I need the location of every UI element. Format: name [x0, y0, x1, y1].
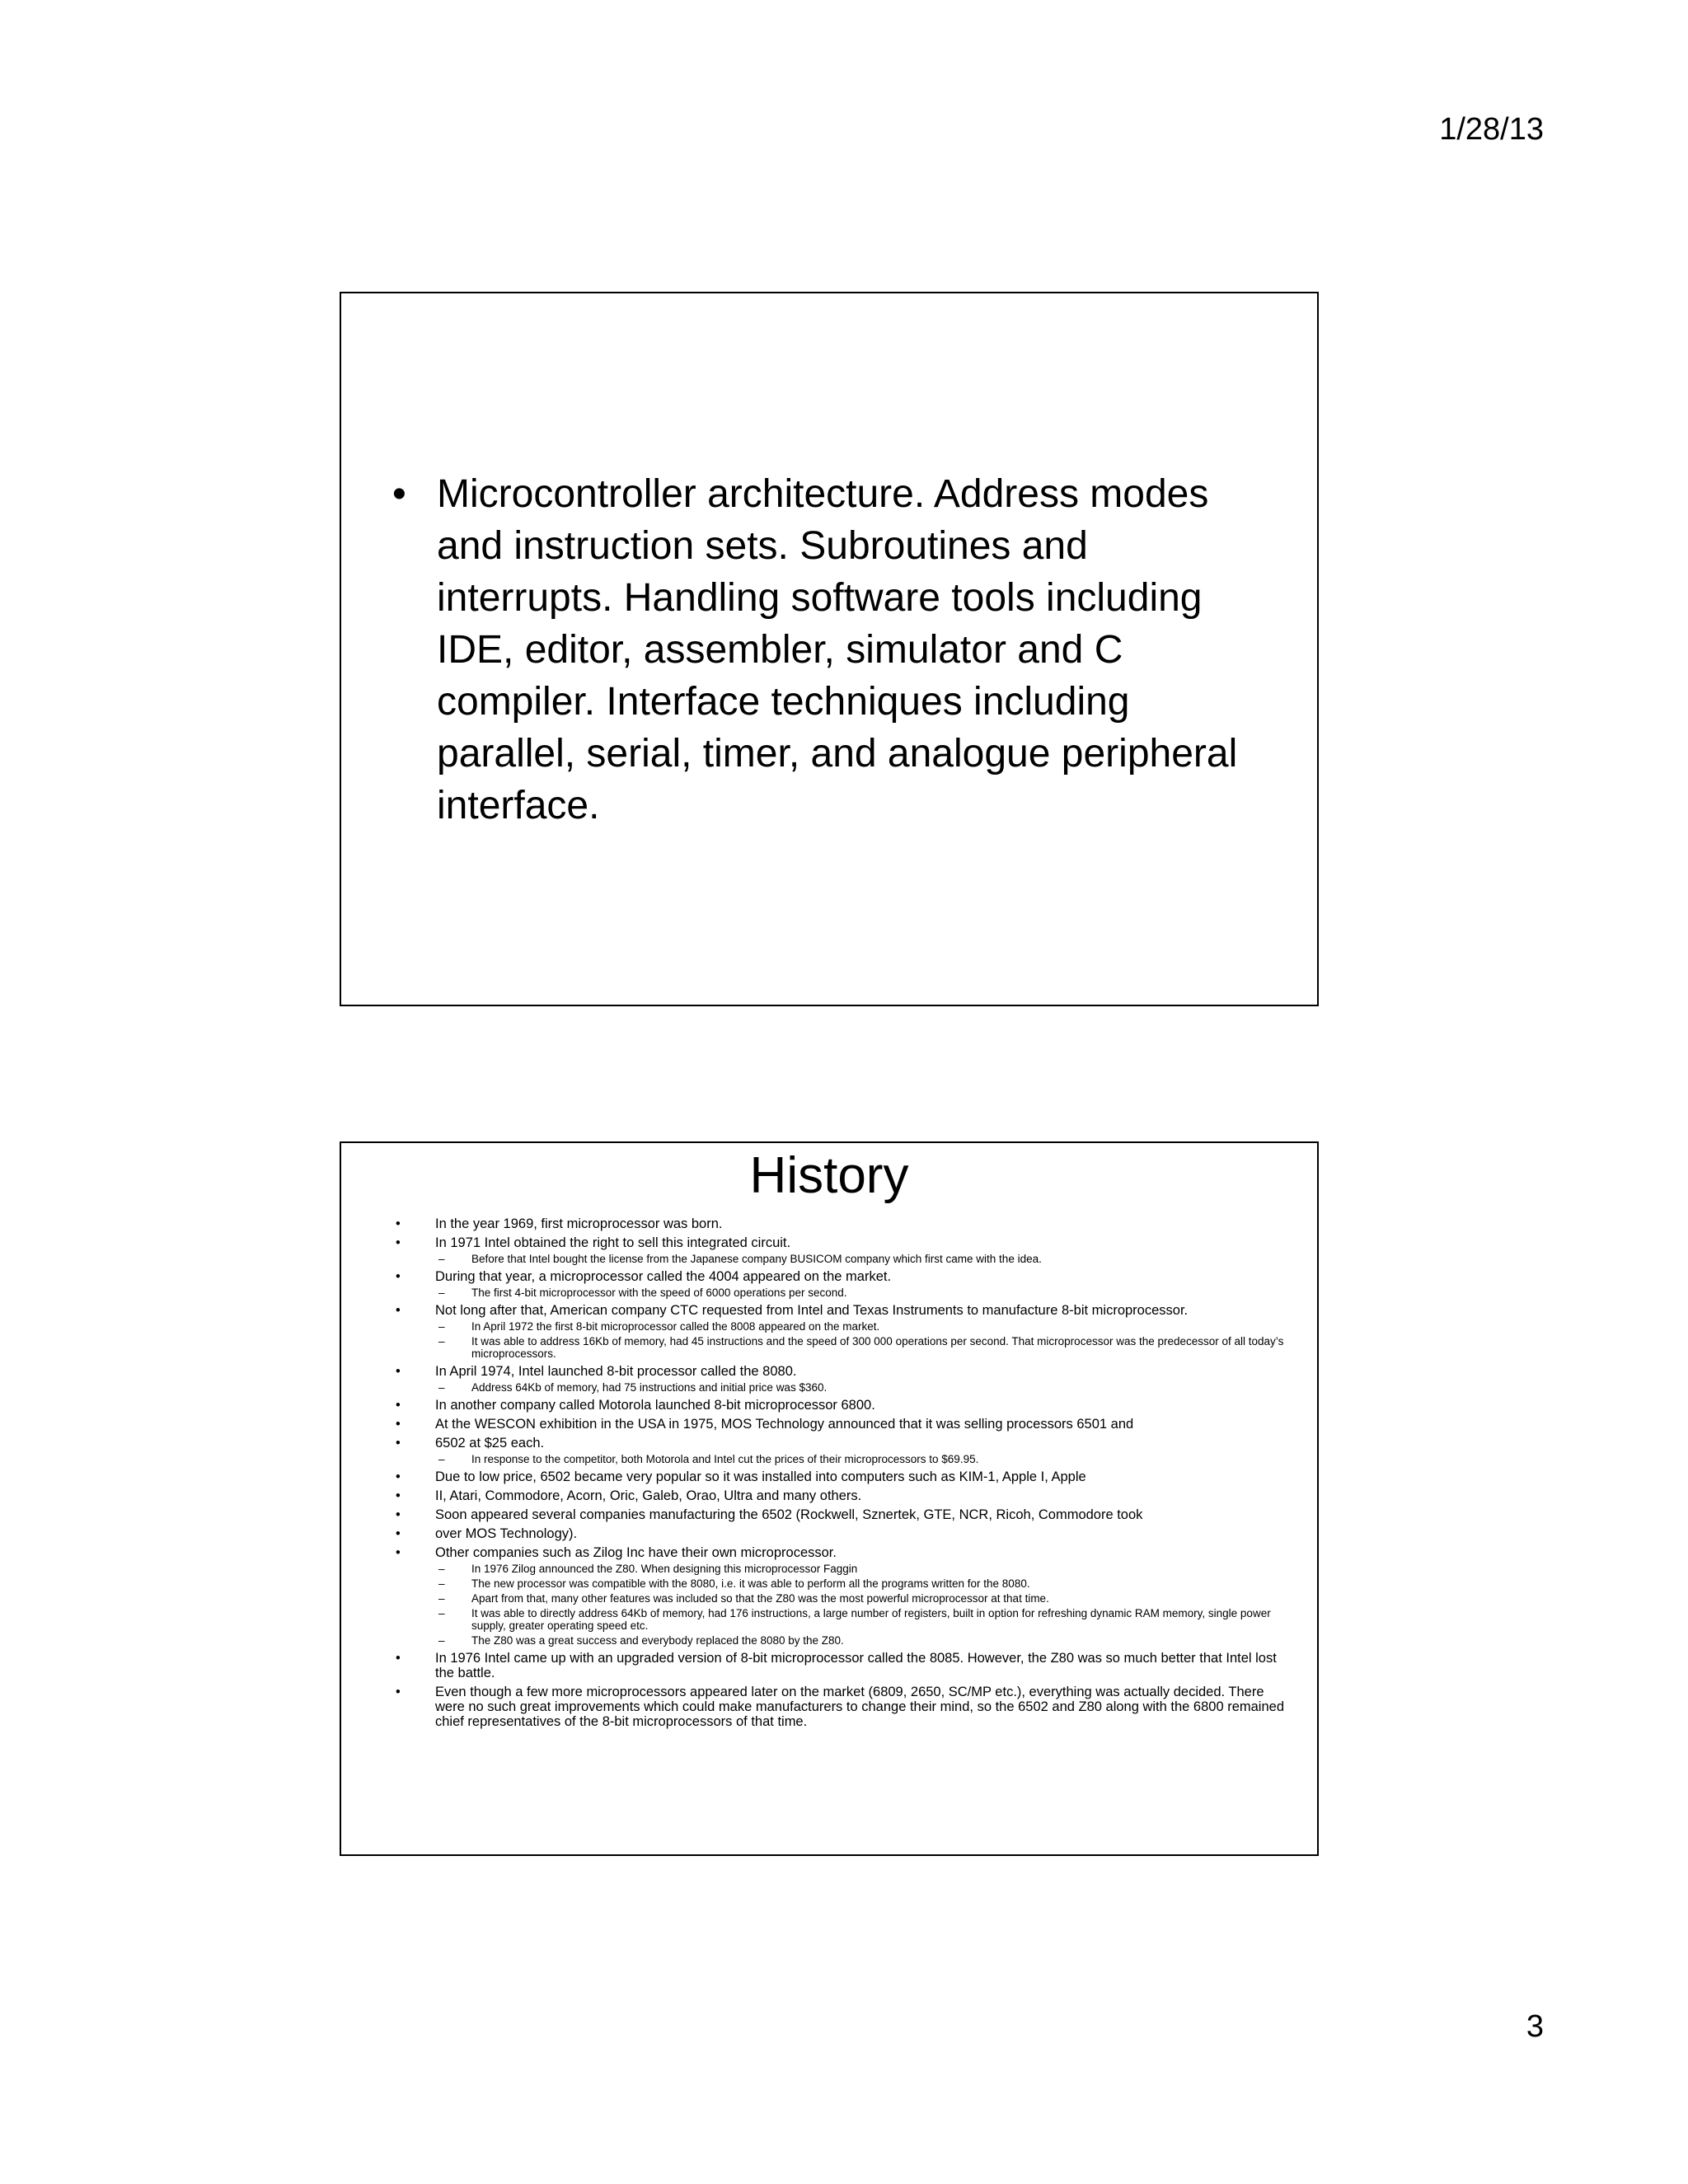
page-number: 3	[1526, 2009, 1544, 2044]
history-item-text: In the year 1969, first microprocessor was born.	[435, 1216, 723, 1231]
history-sub-item	[396, 1634, 1286, 1647]
bullet-marker: •	[396, 1469, 401, 1484]
history-item-text: The new processor was compatible with the 8080, i.e. it was able to perform all the programs written for the 8080.	[471, 1577, 1030, 1590]
dash-marker: –	[438, 1335, 445, 1347]
dash-marker: –	[438, 1381, 445, 1394]
history-item-text: In April 1972 the first 8-bit microprocessor called the 8008 appeared on the market.	[471, 1320, 880, 1333]
history-item-text: Not long after that, American company CTC requested from Intel and Texas Instruments to manufacture 8-bit microprocessor.	[435, 1303, 1189, 1318]
history-sub-item	[396, 1253, 1286, 1265]
history-item-text: In 1971 Intel obtained the right to sell this integrated circuit.	[435, 1235, 791, 1250]
history-sub-item	[396, 1286, 1286, 1299]
history-item-text: In 1976 Intel came up with an upgraded version of 8-bit microprocessor called the 8085. However, the Z80 was so much better that Intel lost the battle.	[435, 1651, 1277, 1680]
history-sub-item	[396, 1563, 1286, 1575]
dash-marker: –	[438, 1253, 445, 1265]
bullet-marker: •	[396, 1526, 401, 1541]
bullet-marker: •	[396, 1398, 401, 1413]
history-bullet-item	[396, 1303, 1286, 1318]
history-item-text: Address 64Kb of memory, had 75 instructions and initial price was $360.	[471, 1381, 828, 1394]
dash-marker: –	[438, 1607, 445, 1619]
history-item-text: Due to low price, 6502 became very popular so it was installed into computers such as KIM-1, Apple I, Apple	[435, 1469, 1086, 1484]
dash-marker: –	[438, 1286, 445, 1299]
history-item-text: 6502 at $25 each.	[435, 1436, 545, 1451]
history-bullet-item	[396, 1398, 1286, 1413]
history-sub-item	[396, 1607, 1286, 1632]
bullet-marker: •	[396, 1216, 401, 1231]
bullet-marker: •	[396, 1303, 401, 1318]
history-item-text: In another company called Motorola launched 8-bit microprocessor 6800.	[435, 1398, 875, 1413]
history-bullet-item	[396, 1436, 1286, 1451]
dash-marker: –	[438, 1592, 445, 1605]
history-bullet-item	[396, 1216, 1286, 1231]
history-item-text: Before that Intel bought the license from the Japanese company BUSICOM company which first came with the idea.	[471, 1253, 1042, 1265]
bullet-marker: •	[396, 1417, 401, 1432]
history-bullet-item	[396, 1651, 1286, 1680]
history-item-text: Apart from that, many other features was included so that the Z80 was the most powerful microprocessor at that time.	[471, 1592, 1049, 1605]
history-item-text: II, Atari, Commodore, Acorn, Oric, Galeb, Orao, Ultra and many others.	[435, 1488, 862, 1503]
history-bullet-item	[396, 1417, 1286, 1432]
history-bullet-item	[396, 1235, 1286, 1250]
dash-marker: –	[438, 1453, 445, 1465]
slide-history	[340, 1141, 1319, 1856]
history-sub-item	[396, 1577, 1286, 1590]
bullet-marker: •	[396, 1488, 401, 1503]
history-bullet-item	[396, 1685, 1286, 1729]
history-item-text: Soon appeared several companies manufacturing the 6502 (Rockwell, Sznertek, GTE, NCR, Ricoh, Commodore took	[435, 1507, 1143, 1522]
bullet-marker: •	[396, 1436, 401, 1451]
history-item-text: Other companies such as Zilog Inc have their own microprocessor.	[435, 1545, 837, 1560]
slide-title: History	[749, 1147, 909, 1204]
history-sub-item	[396, 1453, 1286, 1465]
dash-marker: –	[438, 1563, 445, 1575]
history-bullet-item	[396, 1488, 1286, 1503]
history-item-text: At the WESCON exhibition in the USA in 1975, MOS Technology announced that it was selling processors 6501 and	[435, 1417, 1134, 1432]
history-bullet-item	[396, 1469, 1286, 1484]
bullet-marker: •	[396, 1507, 401, 1522]
history-item-text: During that year, a microprocessor called the 4004 appeared on the market.	[435, 1269, 892, 1284]
handout-date: 1/28/13	[1439, 112, 1544, 147]
history-bullet-item	[396, 1526, 1286, 1541]
bullet-marker: •	[396, 1235, 401, 1250]
history-item-text: The first 4-bit microprocessor with the speed of 6000 operations per second.	[471, 1286, 847, 1299]
history-item-text: over MOS Technology).	[435, 1526, 578, 1541]
history-sub-item	[396, 1592, 1286, 1605]
history-sub-item	[396, 1320, 1286, 1333]
history-bullet-item	[396, 1269, 1286, 1284]
bullet-marker: •	[392, 472, 406, 516]
history-item-text: In April 1974, Intel launched 8-bit processor called the 8080.	[435, 1364, 797, 1379]
history-bullet-item	[396, 1507, 1286, 1522]
slide1-bullet	[392, 468, 1258, 832]
bullet-marker: •	[396, 1651, 401, 1666]
bullet-marker: •	[396, 1269, 401, 1284]
history-item-text: The Z80 was a great success and everybody replaced the 8080 by the Z80.	[471, 1634, 844, 1647]
bullet-marker: •	[396, 1685, 401, 1699]
dash-marker: –	[438, 1320, 445, 1333]
bullet-marker: •	[396, 1364, 401, 1379]
history-item-text: In 1976 Zilog announced the Z80. When designing this microprocessor Faggin	[471, 1563, 858, 1575]
dash-marker: –	[438, 1577, 445, 1590]
history-bullet-item	[396, 1364, 1286, 1379]
history-sub-item	[396, 1381, 1286, 1394]
history-bullet-list	[396, 1212, 1286, 1729]
history-sub-item	[396, 1335, 1286, 1360]
history-item-text: It was able to directly address 64Kb of memory, had 176 instructions, a large number of registers, built in option for refreshing dynamic RAM memory, single power supply, greater operating speed etc.	[471, 1607, 1271, 1632]
slide1-bullet-text: Microcontroller architecture. Address modes and instruction sets. Subroutines and interrupts. Handling software tools including IDE, editor, assembler, simulator and C compiler. Interface techniques including parallel, serial, timer, and analogue peripheral interface.	[437, 472, 1238, 827]
history-item-text: In response to the competitor, both Motorola and Intel cut the prices of their microprocessors to $69.95.	[471, 1453, 979, 1465]
dash-marker: –	[438, 1634, 445, 1647]
slide-course-topics	[340, 292, 1319, 1006]
history-item-text: Even though a few more microprocessors appeared later on the market (6809, 2650, SC/MP etc.), everything was actually decided. There were no such great improvements which could make manufacturers to change their mind, so the 6502 and Z80 along with the 6800 remained chief representatives of the 8-bit microprocessors of that time.	[435, 1685, 1285, 1729]
history-bullet-item	[396, 1545, 1286, 1560]
bullet-marker: •	[396, 1545, 401, 1560]
history-item-text: It was able to address 16Kb of memory, had 45 instructions and the speed of 300 000 operations per second. That microprocessor was the predecessor of all today’s microprocessors.	[471, 1335, 1284, 1360]
